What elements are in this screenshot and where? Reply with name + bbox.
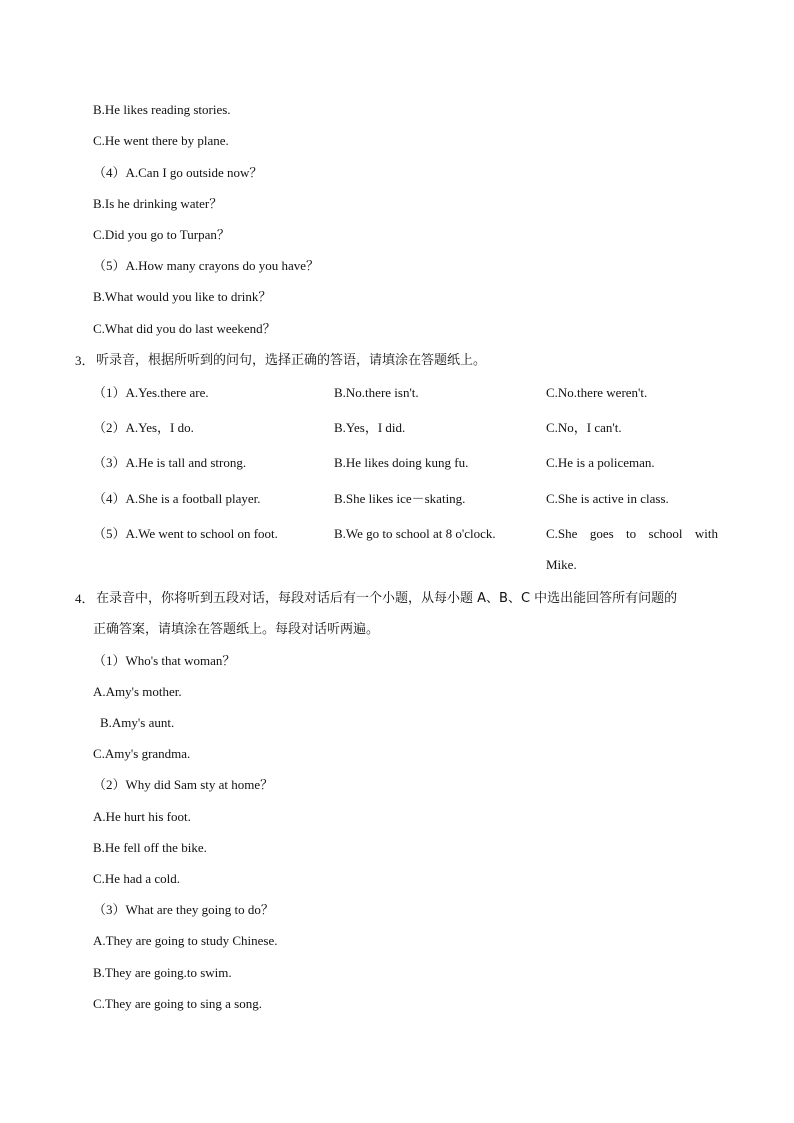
s4-q1-option-b: B.Amy's aunt. bbox=[100, 715, 175, 730]
s4-question-1: （1）Who's that woman？ bbox=[93, 653, 236, 668]
s3-row3-a: （3）A.He is tall and strong. bbox=[93, 455, 247, 470]
s3-row4-a: （4）A.She is a football player. bbox=[93, 491, 261, 506]
section4-instruction-line1: 在录音中，你将听到五段对话，每段对话后有一个小题，从每小题 A、B、C 中选出能回答所有问题的 bbox=[96, 591, 678, 606]
s4-q3-option-a: A.They are going to study Chinese. bbox=[93, 933, 278, 948]
option-4a: （4）A.Can I go outside now？ bbox=[93, 165, 263, 180]
s4-q2-option-c: C.He had a cold. bbox=[93, 871, 181, 886]
option-5b: B.What would you like to drink？ bbox=[93, 289, 272, 304]
s3-row3-b: B.He likes doing kung fu. bbox=[334, 455, 469, 470]
s4-q3-option-c: C.They are going to sing a song. bbox=[93, 996, 262, 1011]
section4-number: 4． bbox=[75, 591, 95, 606]
s4-q2-option-b: B.He fell off the bike. bbox=[93, 840, 207, 855]
s3-row5-c: C.She goes to school with bbox=[546, 526, 718, 541]
s3-row5-b: B.We go to school at 8 o'clock. bbox=[334, 526, 496, 541]
s3-row3-c: C.He is a policeman. bbox=[546, 455, 655, 470]
section3-instruction: 听录音，根据所听到的问句，选择正确的答语，请填涂在答题纸上。 bbox=[96, 353, 487, 368]
s3-row2-c: C.No，I can't. bbox=[546, 420, 622, 435]
s4-question-2: （2）Why did Sam sty at home？ bbox=[93, 777, 274, 792]
option-5a: （5）A.How many crayons do you have？ bbox=[93, 258, 320, 273]
s4-question-3: （3）What are they going to do？ bbox=[93, 902, 274, 917]
s3-row4-b: B.She likes ice－skating. bbox=[334, 491, 466, 506]
s4-q1-option-a: A.Amy's mother. bbox=[93, 684, 182, 699]
s4-q3-option-b: B.They are going.to swim. bbox=[93, 965, 232, 980]
s3-row5-c-continued: Mike. bbox=[546, 557, 577, 572]
s3-row2-b: B.Yes，I did. bbox=[334, 420, 406, 435]
option-5c: C.What did you do last weekend？ bbox=[93, 321, 276, 336]
s4-q2-option-a: A.He hurt his foot. bbox=[93, 809, 191, 824]
s4-q1-option-c: C.Amy's grandma. bbox=[93, 746, 191, 761]
section4-instruction-line2: 正确答案，请填涂在答题纸上。每段对话听两遍。 bbox=[93, 622, 380, 637]
option-3c: C.He went there by plane. bbox=[93, 133, 229, 148]
option-4c: C.Did you go to Turpan？ bbox=[93, 227, 230, 242]
s3-row2-a: （2）A.Yes，I do. bbox=[93, 420, 194, 435]
s3-row5-a: （5）A.We went to school on foot. bbox=[93, 526, 278, 541]
s3-row4-c: C.She is active in class. bbox=[546, 491, 669, 506]
option-3b: B.He likes reading stories. bbox=[93, 102, 231, 117]
s3-row1-c: C.No.there weren't. bbox=[546, 385, 648, 400]
s3-row1-b: B.No.there isn't. bbox=[334, 385, 419, 400]
option-4b: B.Is he drinking water？ bbox=[93, 196, 223, 211]
s3-row1-a: （1）A.Yes.there are. bbox=[93, 385, 209, 400]
section3-number: 3． bbox=[75, 353, 95, 368]
